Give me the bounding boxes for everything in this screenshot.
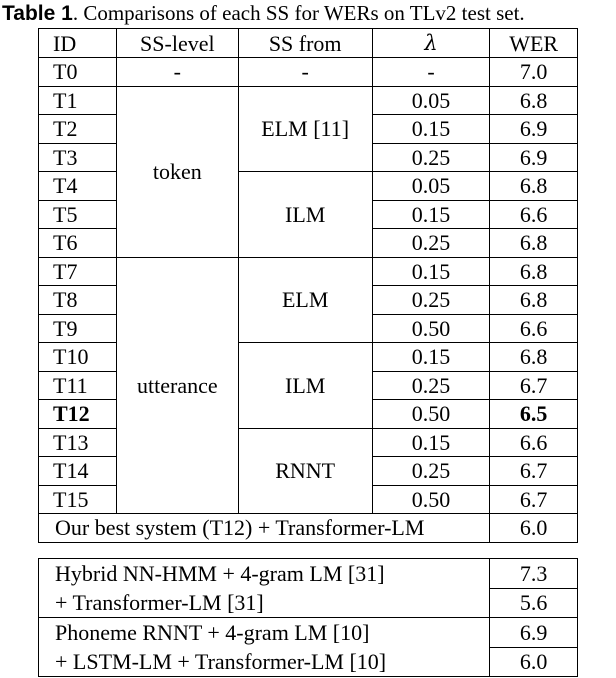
table-row — [39, 58, 578, 87]
best-system-label: Our best system (T12) + Transformer-LM — [39, 514, 490, 543]
row-lambda: 0.15 — [372, 200, 490, 229]
row-lambda: 0.50 — [372, 485, 490, 514]
header-id: ID — [39, 29, 117, 58]
row-lambda: - — [372, 58, 490, 87]
row-id: T0 — [39, 58, 117, 87]
row-wer: 6.8 — [490, 229, 578, 258]
row-id: T7 — [39, 257, 117, 286]
row-lambda: 0.25 — [372, 229, 490, 258]
row-lambda: 0.15 — [372, 257, 490, 286]
reference-wer: 6.9 — [490, 618, 578, 648]
reference-label: Hybrid NN-HMM + 4-gram LM [31] — [39, 559, 490, 589]
reference-wer: 5.6 — [490, 588, 578, 618]
row-lambda: 0.15 — [372, 115, 490, 144]
row-wer: 6.7 — [490, 371, 578, 400]
reference-wer: 6.0 — [490, 647, 578, 677]
row-id: T11 — [39, 371, 117, 400]
best-system-wer: 6.0 — [490, 514, 578, 543]
reference-label: + LSTM-LM + Transformer-LM [10] — [39, 647, 490, 677]
group-ilm-utterance: ILM — [238, 343, 372, 429]
row-id: T14 — [39, 457, 117, 486]
row-lambda: 0.25 — [372, 457, 490, 486]
reference-row — [39, 647, 578, 677]
row-lambda: 0.25 — [372, 371, 490, 400]
row-lambda: 0.25 — [372, 143, 490, 172]
row-lambda: 0.15 — [372, 343, 490, 372]
row-lambda: 0.15 — [372, 428, 490, 457]
header-wer: WER — [490, 29, 578, 58]
row-id: T9 — [39, 314, 117, 343]
row-wer: 6.8 — [490, 286, 578, 315]
row-lambda: 0.50 — [372, 400, 490, 429]
reference-label: + Transformer-LM [31] — [39, 588, 490, 618]
reference-row — [39, 588, 578, 618]
row-id: T6 — [39, 229, 117, 258]
group-token: token — [116, 86, 238, 257]
row-id: T3 — [39, 143, 117, 172]
row-wer: 6.8 — [490, 257, 578, 286]
caption-text: . Comparisons of each SS for WERs on TLv2 test set. — [72, 1, 525, 25]
row-lambda: 0.25 — [372, 286, 490, 315]
reference-table — [38, 558, 578, 677]
group-elm-11: ELM [11] — [238, 86, 372, 172]
row-wer: 6.8 — [490, 343, 578, 372]
row-wer: 6.7 — [490, 457, 578, 486]
reference-row — [39, 618, 578, 648]
row-id: T4 — [39, 172, 117, 201]
row-wer: 6.9 — [490, 143, 578, 172]
row-lambda: 0.05 — [372, 172, 490, 201]
row-lambda: 0.05 — [372, 86, 490, 115]
row-ss-from: - — [238, 58, 372, 87]
header-ss-level: SS-level — [116, 29, 238, 58]
header-row — [39, 29, 578, 58]
row-id: T8 — [39, 286, 117, 315]
group-ilm-token: ILM — [238, 172, 372, 258]
row-id: T5 — [39, 200, 117, 229]
row-wer: 6.7 — [490, 485, 578, 514]
best-system-row — [39, 514, 578, 543]
reference-label: Phoneme RNNT + 4-gram LM [10] — [39, 618, 490, 648]
row-id: T10 — [39, 343, 117, 372]
row-id: T12 — [39, 400, 117, 429]
reference-wer: 7.3 — [490, 559, 578, 589]
reference-row — [39, 559, 578, 589]
row-wer: 7.0 — [490, 58, 578, 87]
row-id: T1 — [39, 86, 117, 115]
group-elm: ELM — [238, 257, 372, 343]
results-table — [38, 28, 578, 543]
row-ss-level: - — [116, 58, 238, 87]
caption-label: Table 1 — [2, 2, 73, 25]
table-row — [39, 257, 578, 286]
row-lambda: 0.50 — [372, 314, 490, 343]
header-lambda: λ — [372, 29, 490, 58]
row-wer: 6.6 — [490, 428, 578, 457]
row-wer: 6.9 — [490, 115, 578, 144]
row-wer: 6.6 — [490, 314, 578, 343]
row-id: T13 — [39, 428, 117, 457]
table-row — [39, 86, 578, 115]
row-wer: 6.6 — [490, 200, 578, 229]
row-wer: 6.8 — [490, 86, 578, 115]
row-id: T15 — [39, 485, 117, 514]
table-caption — [0, 0, 616, 26]
group-rnnt: RNNT — [238, 428, 372, 514]
header-ss-from: SS from — [238, 29, 372, 58]
row-wer: 6.8 — [490, 172, 578, 201]
row-wer: 6.5 — [490, 400, 578, 429]
group-utterance: utterance — [116, 257, 238, 514]
row-id: T2 — [39, 115, 117, 144]
